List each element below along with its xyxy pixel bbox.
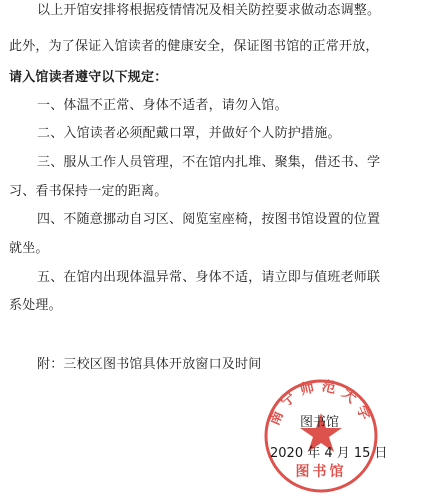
official-seal-stamp — [262, 377, 380, 495]
paragraph-line-2: 此外，为了保证入馆读者的健康安全，保证图书馆的正常开放， — [9, 39, 379, 54]
rule-4-line-1: 四、不随意挪动自习区、阅览室座椅，按图书馆设置的位置 — [37, 212, 381, 227]
rule-3-line-1: 三、服从工作人员管理，不在馆内扎堆、聚集，借还书、学 — [37, 155, 381, 170]
rule-5-line-2: 系处理。 — [9, 298, 62, 313]
attachment-note: 附：三校区图书馆具体开放窗口及时间 — [37, 357, 262, 372]
signature-date: 2020 年 4 月 15 日 — [270, 446, 388, 461]
rule-2: 二、入馆读者必须配戴口罩，并做好个人防护措施。 — [37, 126, 341, 141]
paragraph-line-3: 请入馆读者遵守以下规定： — [9, 70, 168, 85]
paragraph-line-1: 以上开馆安排将根据疫情情况及相关防控要求做动态调整。 — [37, 3, 381, 18]
rule-5-line-1: 五、在馆内出现体温异常、身体不适，请立即与值班老师联 — [37, 270, 381, 285]
seal-ring-text: 南宁师范大学 — [266, 378, 376, 428]
rule-1: 一、体温不正常、身体不适者，请勿入馆。 — [37, 98, 288, 113]
seal-center-text: 图书馆 — [295, 464, 347, 480]
rule-4-line-2: 就坐。 — [9, 241, 49, 256]
signature-org: 图书馆 — [300, 415, 340, 430]
rule-3-line-2: 习、看书保持一定的距离。 — [9, 184, 168, 199]
